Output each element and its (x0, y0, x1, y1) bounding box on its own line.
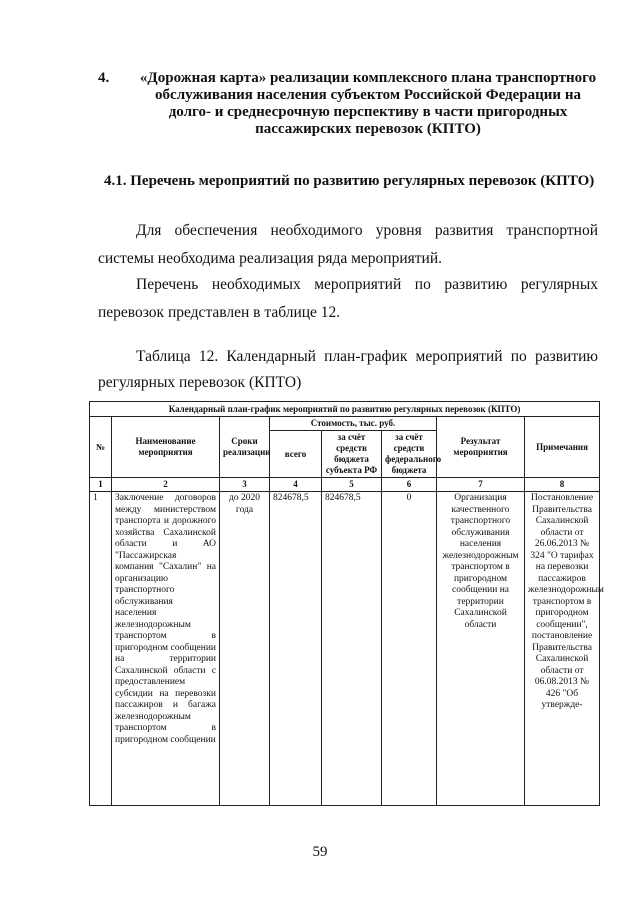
column-number: 7 (437, 478, 525, 492)
header-rf-budget: за счёт средств бюджета субъекта РФ (322, 431, 382, 478)
header-note: Примечания (525, 417, 600, 478)
header-result: Результат мероприятия (437, 417, 525, 478)
cell-rf-budget: 824678,5 (322, 492, 382, 806)
page-number: 59 (312, 844, 328, 860)
paragraph: Перечень необходимых мероприятий по развитию регулярных перевозок представлен в таблице 12. (98, 276, 598, 321)
subsection-title: 4.1. Перечень мероприятий по развитию регулярных перевозок (КПТО) (104, 173, 595, 189)
column-number: 5 (322, 478, 382, 492)
column-number-row (90, 478, 600, 492)
column-number: 1 (90, 478, 112, 492)
section-heading (98, 70, 598, 138)
cell-name: Заключение договоров между министерством транспорта и дорожного хозяйства Сахалинской области и АО "Пассажирская компания "Сахалин" на организацию транспортного обслуживания населения железнодорожным транспортом в пригородном сообщении на территории Сахалинской области с предоставлением субсидии на перевозки пассажиров и багажа железнодорожным транспортом в пригородном сообщении (112, 492, 220, 806)
column-number: 3 (220, 478, 270, 492)
header-fed-budget: за счёт средств федерального бюджета (382, 431, 437, 478)
table-caption-row: Календарный план-график мероприятий по развитию регулярных перевозок (КПТО) (90, 402, 600, 417)
schedule-table (89, 401, 604, 806)
cell-fed-budget: 0 (382, 492, 437, 806)
header-cost-group: Стоимость, тыс. руб. (270, 417, 437, 431)
cell-total: 824678,5 (270, 492, 322, 806)
section-number: 4. (98, 70, 110, 86)
header-name: Наименование мероприятия (112, 417, 220, 478)
cell-terms: до 2020 года (220, 492, 270, 806)
header-terms: Сроки реализации (220, 417, 270, 478)
cell-note: Постановление Правительства Сахалинской области от 26.06.2013 № 324 "О тарифах на перевозки пассажиров железнодорожным транспортом в пригородном сообщении", постановление Правительства Сахалинской области от 06.08.2013 № 426 "Об утвержде- (525, 492, 600, 806)
column-number: 2 (112, 478, 220, 492)
header-total: всего (270, 431, 322, 478)
column-number: 6 (382, 478, 437, 492)
section-title: «Дорожная карта» реализации комплексного плана транспортного обслуживания населения субъектом Российской Федерации на долго- и среднесрочную перспективу в части пригородных пассажирских перевозок (КПТО) (139, 70, 597, 137)
header-num: № (90, 417, 112, 478)
table-caption: Таблица 12. Календарный план-график мероприятий по развитию регулярных перевозок (КПТО) (98, 348, 598, 391)
table-row (90, 492, 600, 806)
column-number: 4 (270, 478, 322, 492)
cell-num: 1 (90, 492, 112, 806)
paragraph: Для обеспечения необходимого уровня развития транспортной системы необходима реализация ряда мероприятий. (98, 222, 598, 267)
cell-result: Организация качественного транспортного обслуживания населения железнодорожным транспортом в пригородном сообщении на территории Сахалинской области (437, 492, 525, 806)
column-number: 8 (525, 478, 600, 492)
